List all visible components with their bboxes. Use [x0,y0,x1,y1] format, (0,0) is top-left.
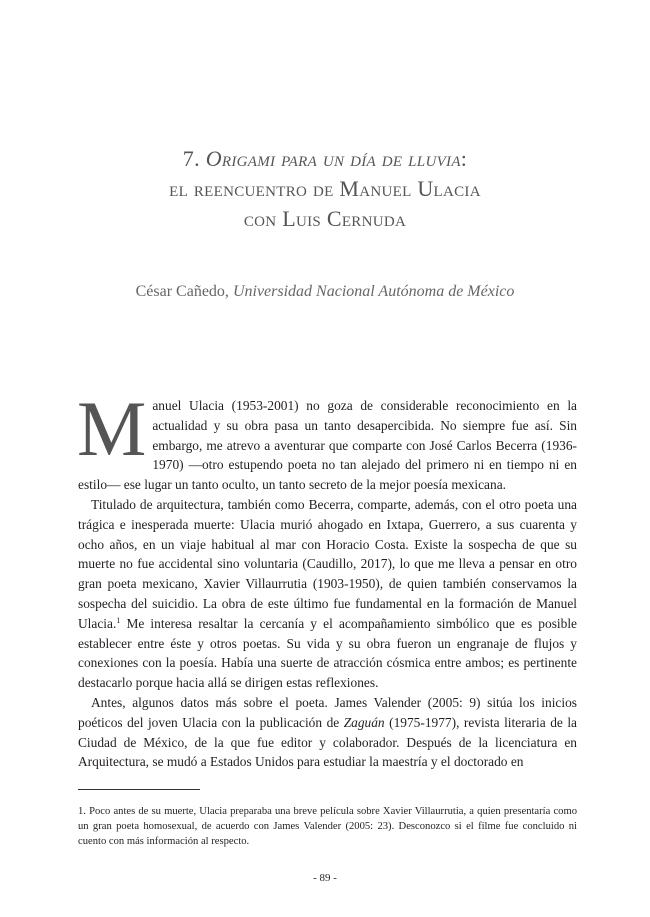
chapter-title-italic: Origami para un día de lluvia [205,146,461,171]
chapter-title [60,144,590,234]
chapter-title-line-2: el reencuentro de Manuel Ulacia [169,176,481,201]
paragraph-1-text: anuel Ulacia (1953-2001) no goza de considerable reconocimiento en la actualidad y su obra pasa un tanto desapercibida. No siempre fue así. Sin embargo, me atrevo a aventurar que comparte con José Carlos Becerra (1936-1970) —otro estupendo poeta no tan alejado del primero ni en tiempo ni en estilo— ese lugar un tanto oculto, un tanto secreto de la mejor poesía mexicana. [78,398,577,493]
paragraph-2-text-a: Titulado de arquitectura, también como Becerra, comparte, además, con el otro poeta una trágica e inesperada muerte: Ulacia murió ahogado en Ixtapa, Guerrero, a sus cuarenta y ocho años, en un viaje habitual al mar con Horacio Costa. Existe la sospecha de que su muerte no fue accidental sino voluntaria (Caudillo, 2017), lo que me lleva a pensar en otro gran poeta mexicano, Xavier Villaurrutia (1903-1950), de quien también conservamos la sospecha del suicidio. La obra de este último fue fundamental en la formación de Manuel Ulacia. [78,496,577,631]
chapter-title-line-1 [60,144,590,174]
paragraph-2 [78,495,577,693]
paragraph-2-text-b: Me interesa resaltar la cercanía y el acompañamiento simbólico que es posible establecer entre éste y otros poetas. Su vida y su obra fueron un engranaje de flujos y conexiones con la poesía. Había una suerte de atracción cósmica entre ambos; es pertinente destacarlo porque hacia allá se dirigen estas reflexiones. [78,615,577,691]
drop-cap: M [77,385,147,472]
page-number: - 89 - [313,872,337,884]
byline [60,283,590,301]
author-institution: Universidad Nacional Autónoma de México [232,283,515,300]
footnote: 1. Poco antes de su muerte, Ulacia preparaba una breve película sobre Xavier Villaurrutia, a quien presentaría como un gran poeta homosexual, de acuerdo con James Valender (2005: 23). Desconozco si el filme fue concluido ni cuento con más información al respecto. [78,806,577,847]
chapter-number: 7. [182,146,200,171]
paragraph-3 [78,693,577,772]
paragraph-3-italic-title: Zaguán [343,714,385,730]
paragraph-3-text-a: Antes, algunos datos más sobre el poeta. James Valender (2005: 9) sitúa los inicios poéticos del joven Ulacia con la publicación de [78,694,577,730]
author-name: César Cañedo, [135,283,229,300]
paragraph-3-text-b: (1975-1977), revista literaria de la Ciudad de México, de la que fue editor y colaborador. Después de la licenciatura en Arquitectura, se mudó a Estados Unidos para estudiar la maestría y el doctorado en [78,714,578,770]
paragraph-1 [77,385,577,495]
footnote-divider [78,789,200,790]
chapter-title-colon: : [460,146,468,171]
chapter-title-line-3: con Luis Cernuda [243,206,407,231]
body-text [77,385,578,772]
footnote-reference[interactable]: 1 [116,615,121,625]
